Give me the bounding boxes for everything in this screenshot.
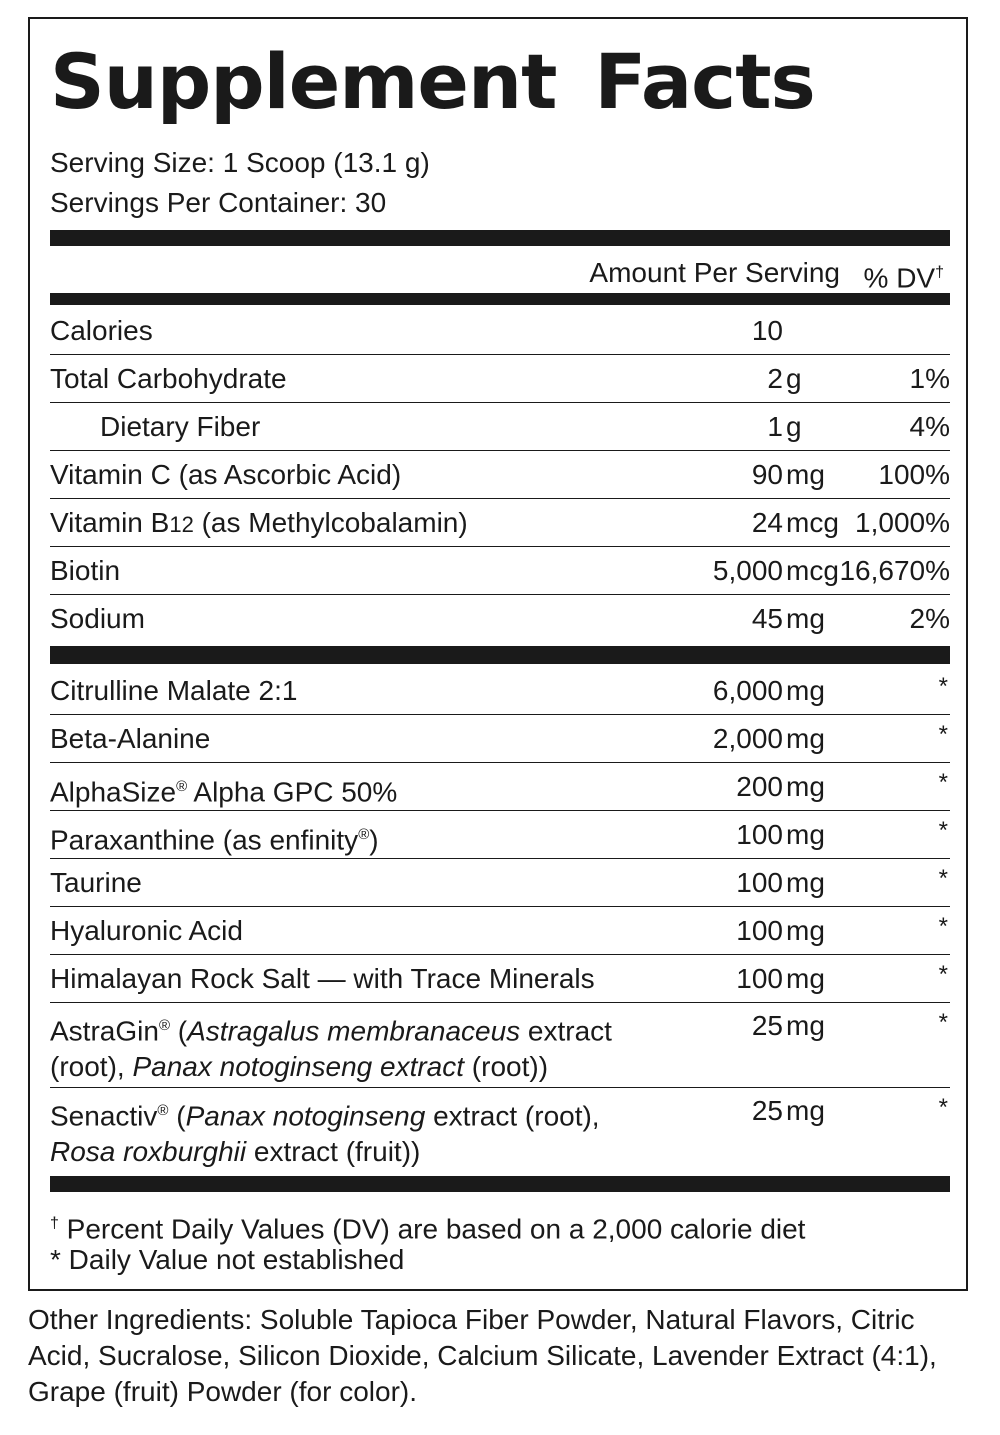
title-word-2: Facts: [594, 37, 815, 126]
table-row: Calories 10: [50, 307, 950, 355]
table-row: Vitamin C (as Ascorbic Acid) 90 mg 100%: [50, 451, 950, 499]
table-row: AstraGin® (Astragalus membranaceus extract (root), Panax notoginseng extract (root)) 25 mg *: [50, 1003, 950, 1088]
star-footnote: * Daily Value not established: [50, 1244, 405, 1275]
nutrient-table: [50, 307, 950, 643]
table-row: AlphaSize® Alpha GPC 50% 200 mg *: [50, 763, 950, 811]
thick-divider: [50, 1176, 950, 1192]
column-header: [50, 253, 950, 293]
table-row: Total Carbohydrate 2 g 1%: [50, 355, 950, 403]
table-row: Senactiv® (Panax notoginseng extract (root), Rosa roxburghii extract (fruit)) 25 mg *: [50, 1094, 948, 1168]
thick-divider: [50, 230, 950, 246]
title-word-1: Supplement: [50, 37, 557, 126]
supplement-facts-panel: [28, 17, 968, 1291]
table-row: Paraxanthine (as enfinity®) 100 mg *: [50, 811, 950, 859]
thick-divider: [50, 646, 950, 664]
table-row: Sodium 45 mg 2%: [50, 603, 950, 634]
table-row: Taurine 100 mg *: [50, 859, 950, 907]
servings-per-container: Servings Per Container: 30: [50, 187, 387, 218]
panel-title: [50, 37, 950, 127]
serving-size: Serving Size: 1 Scoop (13.1 g): [50, 147, 430, 178]
table-row: Biotin 5,000 mcg 16,670%: [50, 547, 950, 595]
thick-divider: [50, 293, 950, 305]
table-row: Citrulline Malate 2:1 6,000 mg *: [50, 667, 950, 715]
table-row: Beta-Alanine 2,000 mg *: [50, 715, 950, 763]
table-row: Hyaluronic Acid 100 mg *: [50, 907, 950, 955]
table-row: Vitamin B12 (as Methylcobalamin) 24 mcg 1,000%: [50, 499, 950, 547]
ingredient-table: [50, 667, 950, 1173]
table-row: Himalayan Rock Salt — with Trace Minerals 100 mg *: [50, 955, 950, 1003]
dv-footnote: † Percent Daily Values (DV) are based on a 2,000 calorie diet: [50, 1213, 806, 1245]
amount-per-serving-header: Amount Per Serving: [589, 257, 840, 288]
other-ingredients: Other Ingredients: Soluble Tapioca Fiber Powder, Natural Flavors, Citric Acid, Sucralose, Silicon Dioxide, Calcium Silicate, Lavender Extract (4:1), Grape (fruit) Powder (for color).: [28, 1304, 937, 1407]
dv-header: % DV†: [863, 262, 944, 294]
table-row: Dietary Fiber 1 g 4%: [50, 403, 950, 451]
